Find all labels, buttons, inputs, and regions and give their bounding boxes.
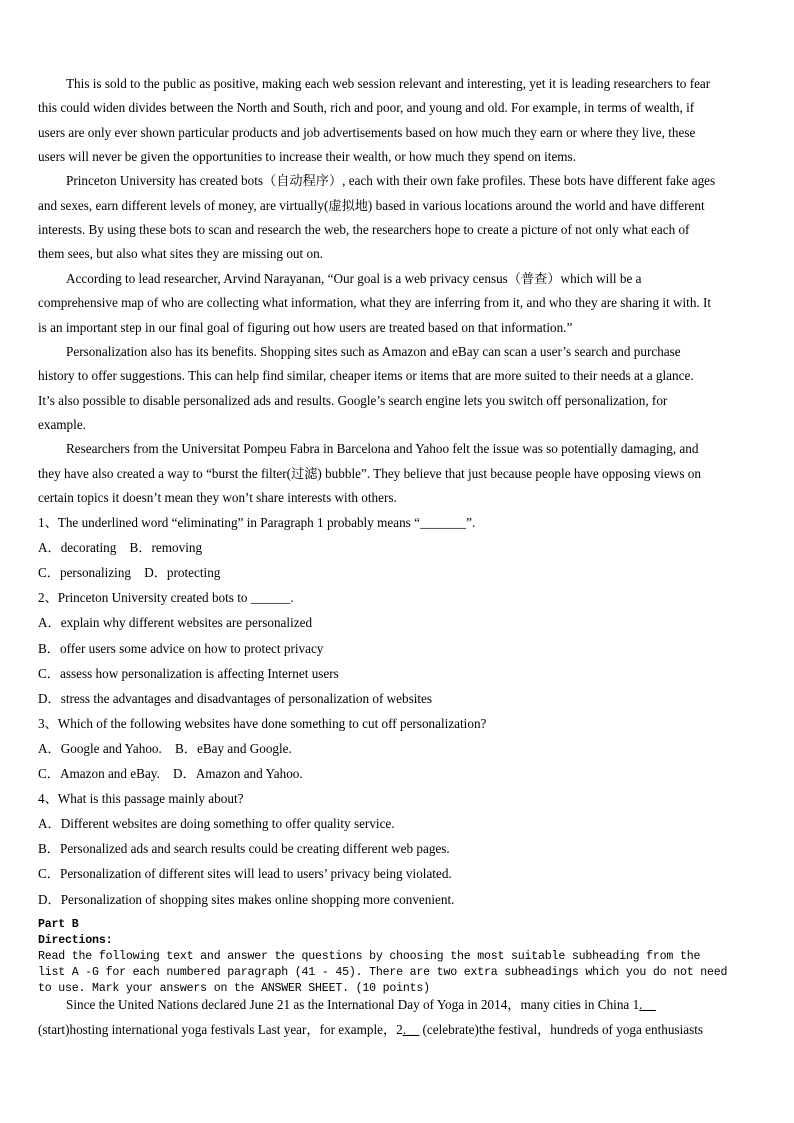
- passage-line: history to offer suggestions. This can help find similar, cheaper items or items that are more suited to their needs at a glance.: [38, 368, 694, 384]
- passage-line: example.: [38, 416, 86, 432]
- text: (celebrate)the festival，hundreds of yoga enthusiasts: [419, 1022, 704, 1037]
- passage-line: Personalization also has its benefits. Shopping sites such as Amazon and eBay can scan a user’s search and purchase: [66, 343, 681, 359]
- passage-line: It’s also possible to disable personalized ads and results. Google’s search engine lets you switch off personalization, for: [38, 392, 668, 408]
- text: (start)hosting international yoga festivals Last year，for example，2: [38, 1022, 403, 1037]
- blank-1: .__: [639, 997, 656, 1012]
- passage-line: users will never be given the opportunities to increase their wealth, or how much they spend on items.: [38, 149, 576, 165]
- blank-2: .__: [402, 1022, 420, 1037]
- passage-line: they have also created a way to “burst the filter(过滤) bubble”. They believe that just because people have opposing views on: [38, 465, 701, 481]
- question-option: C．Amazon and eBay. D．Amazon and Yahoo.: [38, 766, 303, 781]
- question-option: A．Google and Yahoo. B．eBay and Google.: [38, 740, 292, 756]
- passage-line: this could widen divides between the North and South, rich and poor, and young and old. For example, in terms of wealth, if: [38, 100, 695, 116]
- section-title: Part B: [38, 918, 79, 931]
- directions-line: list A -G for each numbered paragraph (41 - 45). There are two extra subheadings which you do not need: [38, 966, 728, 979]
- directions-line: to use. Mark your answers on the ANSWER SHEET. (10 points): [38, 982, 430, 995]
- passage-line: comprehensive map of who are collecting what information, what they are inferring from it, and who they are sharing it with. It: [38, 295, 712, 311]
- question-stem: 2、Princeton University created bots to ______.: [38, 590, 294, 606]
- directions-line: Read the following text and answer the questions by choosing the most suitable subheading from the: [38, 950, 701, 963]
- question-option: A．Different websites are doing something to offer quality service.: [38, 816, 395, 832]
- passage-line: According to lead researcher, Arvind Narayanan, “Our goal is a web privacy census（普查）which will be a: [66, 270, 642, 286]
- question-option: C．personalizing D．protecting: [38, 565, 221, 581]
- passage-line: interests. By using these bots to scan and research the web, the researchers hope to create a picture of not only what each of: [38, 222, 690, 238]
- passage-line: is an important step in our final goal of figuring out how users are treated based on that information.”: [38, 319, 573, 335]
- passage-line: Researchers from the Universitat Pompeu Fabra in Barcelona and Yahoo felt the issue was so potentially damaging, and: [66, 441, 699, 457]
- question-option: A．explain why different websites are personalized: [38, 615, 313, 631]
- passage-line: them sees, but also what sites they are missing out on.: [38, 246, 323, 262]
- question-option: A．decorating B．removing: [38, 540, 203, 556]
- passage-line: and sexes, earn different levels of money, are virtually(虚拟地) based in various locations around the world and have different: [38, 197, 705, 213]
- passage-line: certain topics it doesn’t mean they won’t share interests with others.: [38, 489, 397, 505]
- passage-line: This is sold to the public as positive, making each web session relevant and interesting, yet it is leading researchers to fear: [66, 76, 711, 91]
- question-option: D．stress the advantages and disadvantages of personalization of websites: [38, 690, 433, 706]
- passage-line: [38, 1022, 703, 1038]
- passage-line: [66, 997, 656, 1013]
- passage-line: users are only ever shown particular products and job advertisements based on how much they earn or where they live, these: [38, 124, 696, 140]
- question-option: B．Personalized ads and search results could be creating different web pages.: [38, 841, 450, 857]
- question-option: D．Personalization of shopping sites makes online shopping more convenient.: [38, 891, 455, 907]
- question-stem: 3、Which of the following websites have done something to cut off personalization?: [38, 715, 487, 731]
- question-option: C．Personalization of different sites will lead to users’ privacy being violated.: [38, 866, 452, 882]
- directions-label: Directions:: [38, 934, 113, 947]
- question-stem: 4、What is this passage mainly about?: [38, 791, 244, 807]
- question-option: C．assess how personalization is affecting Internet users: [38, 665, 339, 681]
- passage-line: Princeton University has created bots（自动程序）, each with their own fake profiles. These bots have different fake ages: [66, 173, 716, 189]
- question-stem: 1、The underlined word “eliminating” in Paragraph 1 probably means “_______”.: [38, 515, 476, 530]
- text: Since the United Nations declared June 21 as the International Day of Yoga in 2014，many cities in China 1: [66, 997, 640, 1012]
- question-option: B．offer users some advice on how to protect privacy: [38, 640, 324, 656]
